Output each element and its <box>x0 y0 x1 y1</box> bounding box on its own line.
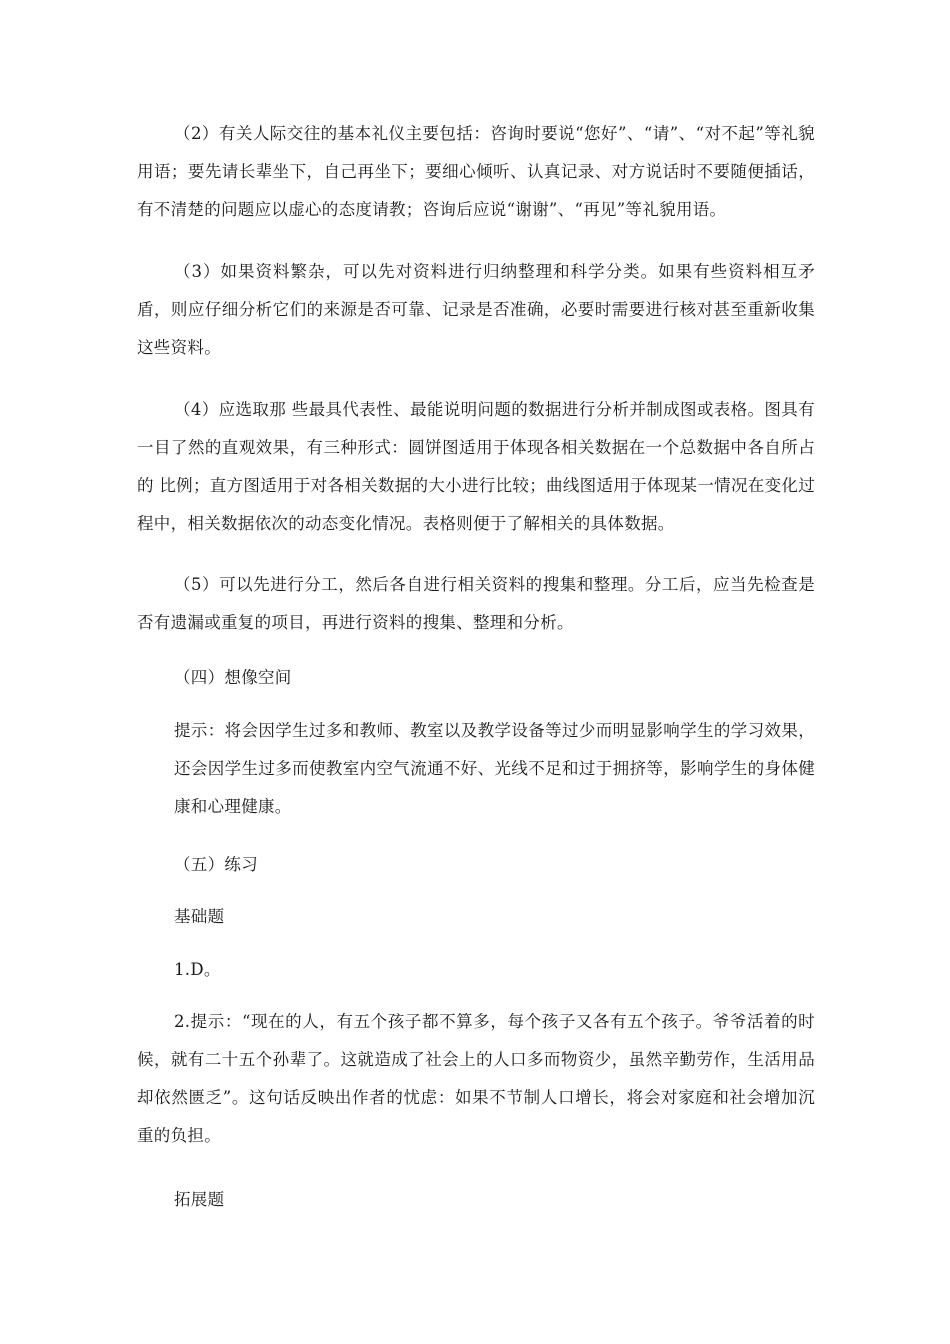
subtitle-basic-questions: 基础题 <box>174 907 225 926</box>
paragraph-etiquette: （2）有关人际交往的基本礼仪主要包括：咨询时要说“您好”、“请”、“对不起”等礼貌用语；要先请长辈坐下，自己再坐下；要细心倾听、认真记录、对方说话时不要随便插话，有不清楚的问题应以虚心的态度请教；咨询后应说“谢谢”、“再见”等礼貌用语。 <box>137 124 815 219</box>
section-title-exercises: （五）练习 <box>174 855 258 874</box>
section-title-imagination: （四）想像空间 <box>174 668 292 687</box>
paragraph-charts: （4）应选取那 些最具代表性、最能说明问题的数据进行分析并制成图或表格。图具有一目了然的直观效果，有三种形式：圆饼图适用于体现各相关数据在一个总数据中各自所占的 比例；直方图适用于对各相关数据的大小进行比较；曲线图适用于体现某一情况在变化过程中，相关数据依次的动态变化情况。表格则便于了解相关的具体数据。 <box>137 400 815 533</box>
answer-1: 1.D。 <box>174 960 221 979</box>
imagination-hint-text: 提示：将会因学生过多和教师、教室以及教学设备等过少而明显影响学生的学习效果，还会因学生过多而使教室内空气流通不好、光线不足和过于拥挤等，影响学生的身体健康和心理健康。 <box>174 721 815 816</box>
paragraph-data-organizing: （3）如果资料繁杂，可以先对资料进行归纳整理和科学分类。如果有些资料相互矛盾，则应仔细分析它们的来源是否可靠、记录是否准确，必要时需要进行核对甚至重新收集这些资料。 <box>137 262 815 357</box>
answer-2: 2.提示：“现在的人，有五个孩子都不算多，每个孩子又各有五个孩子。爷爷活着的时候，就有二十五个孙辈了。这就造成了社会上的人口多而物资少，虽然辛勤劳作，生活用品却依然匮乏”。这句话反映出作者的忧虑：如果不节制人口增长，将会对家庭和社会增加沉重的负担。 <box>137 1012 815 1145</box>
paragraph-imagination-hint <box>137 712 815 826</box>
subtitle-extension-questions: 拓展题 <box>174 1190 225 1209</box>
paragraph-division-of-work: （5）可以先进行分工，然后各自进行相关资料的搜集和整理。分工后，应当先检查是否有遗漏或重复的项目，再进行资料的搜集、整理和分析。 <box>137 575 815 632</box>
